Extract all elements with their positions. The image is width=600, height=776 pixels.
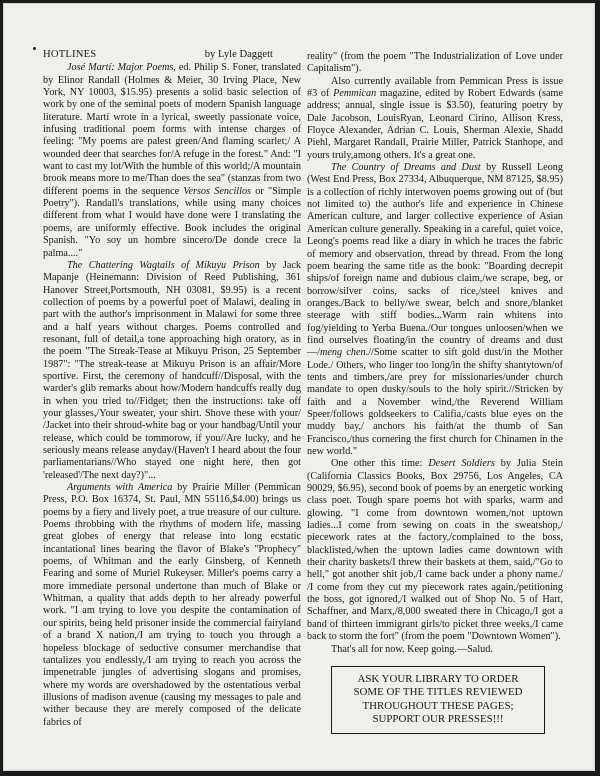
notice-line: THROUGHOUT THESE PAGES;: [362, 699, 514, 712]
book-title: The Chattering Wagtails of Mikuyu Prison: [67, 259, 260, 271]
review-leong: The Country of Dreams and Dust by Russell Leong (West End Press, Box 27334, Albuquerque, NM 87125, $8.95) is a collection of richly interwoven poems growing out of (but not limited to) the author's life and experience in Chinese American culture, and larger collective experience of Asian American culture generally. Speaking in a careful, quiet voice, Leong's poems read like a diary in which he traces the fabric of memory and observation, thread by thread. From the long poem bearing the same title as the book: "Boarding decrepit ships/of foreign name and dubious claim,/we scrape, beg, or borrow/silver coins, sacks of rice,/steel knives and oranges./Back to belly/we swear, belch and snore,/blanket steerage with stiff bodies...Warm rain whitens into fog/yielding to Yerba Buena./Our tongues unloosen/when we find ourselves floating/in the country of dreams and dust—/meng chen.//Some scatter to sift gold dust/in the Mother Lode./ Others, who linger too long/in the shifty shantytown/of tents and timbers,/are prey for missionaries/under church mandate to open dusky/souls to the holy spirit.//Stricken by faith and a November wind,/the Reverend William Speer/follows goldseekers to Califia,/casts blue eyes on the muddy bay,/ anchors his faith/at the thumb of San Francisco,/thus cornering the first church for Chinamen in the new world.": [307, 162, 563, 457]
library-notice-box: [331, 666, 545, 735]
magazine-page: [3, 3, 595, 771]
review-miller-continued: reality" (from the poem "The Industrialization of Love under Capitalism").: [307, 51, 563, 75]
closing-line: That's all for now. Keep going.—Salud.: [331, 643, 493, 655]
byline: by Lyle Daggett: [204, 49, 273, 60]
left-column: [43, 49, 301, 757]
notice-line: SUPPORT OUR PRESSES!!!: [372, 713, 504, 726]
review-mapanje: The Chattering Wagtails of Mikuyu Prison by Jack Mapanje (Heinemann: Division of Reed Publishing, 361 Hanover Street,Portsmouth, NH 03081, $9.95) is a recent collection of poems by a powerful poet of Malawi, dealing in part with the author's imprisonment in Malawi for some three and a half years without charges. Poems controlled and resonant, full of detail,a tone approaching high oratory, as in the poem "The Streak-Tease at Mikuyu Prison, 25 September 1987": "The streak-tease at Mikuyu Prison is an affair/More sportive. First, the ceremony of handcuff//Disposal, with the warder's glib remarks about how/Modern handcuffs really dug in when you tried to//Fidget; then the instructions: take off your glasses,/Your sweater, your shirt. Shove these with your/ /Jacket into their shroud-white bag or your handbag/Until your release, which could be tommorow, if you//Are lucky, and he seriously means release anyday/(Haven't I heard about the four parliamentarians//Who stayed one night here, then got 'released'/The next day?)"...: [43, 259, 301, 481]
review-marti: José Martí: Major Poems, ed. Philip S. Foner, translated by Elinor Randall (Holmes & Meier, 30 Irving Place, New York, NY 10003, $15.95) presents a solid basic selection of work by one of the seminal poets of modern Spanish language literature. Martí wrote in a lyrical, sweetly passionate voice, infusing traditional poem forms with intense charges of feeling: "My poems are palest green/And flaming scarlet;/ A wounded deer that searches for/A refuge in the forest." And: "I want to cast my lot/With the humble of this world;/A mountain brook means more to me/Than does the sea" (stanzas from two different poems in the sequence Versos Sencillos or "Simple Poetry"). Randall's translations, while using many choices different from what I would have done were I translating the poems, are uniformly effective. Book includes the original Spanish. "Yo soy un hombre sincero/De donde crece la palma....": [43, 62, 301, 259]
chinese-term: meng chen: [320, 347, 366, 359]
review-miller: Arguments with America by Prairie Miller (Pemmican Press, P.O. Box 16374, St. Paul, MN 55116,$4.00) brings us poems by a fiery and lively poet, a true treasure of our culture. Poems throbbing with the rhythms of modern life, massing great globes of energy that release into long ecstatic incantational lines bearing the flavor of Blake's "Prophecy" poems, of Whitman and the early Ginsberg, of Kenneth Fearing and some of Muriel Rukeyser. Miller's poems carry a more immediate personal undertone than much of Blake or Whitman, a quality that adds depth to her already powerful work. "I am trying to love you despite the contamination of our spirits, being held prisoner inside the commercial fairyland of a brand X nation,/I am trying to touch you through a hopeless blockage of seductive consumer merchandise that tantalizes you endlessly,/I am trying to reach you across the impenetrable jungles of advertising slogans and promises, where my words are overshadowed by the ostentatious verbal illusions of madison avenue (causing my messages to pale and wither because they are merely composed of the delicate fabrics of: [43, 482, 301, 728]
section-header: [43, 49, 301, 61]
book-title: The Country of Dreams and Dust: [331, 162, 481, 174]
notice-line: ASK YOUR LIBRARY TO ORDER: [357, 672, 519, 685]
sequence-title: Versos Sencillos: [183, 185, 252, 197]
ink-dot: [33, 47, 36, 50]
notice-line: SOME OF THE TITLES REVIEWED: [353, 686, 523, 699]
right-column: [307, 51, 563, 759]
review-stein: One other this time: Desert Soldiers by Julia Stein (California Classics Books, Box 29756, Los Angeles, CA 90029, $6.95), second book of poems by an energetic working class poet. Tough spare poems hot with sparks, warm and glowing. "I come from downtown women,/not uptown ladies...I come from sewing on coats in the sweatshop,/ piecework rates at the factory,/complained to the boss, blacklisted,/when the uptown ladies came downtown with their charity baskets/I threw their baskets at them, said,/"Go to hell," got another shit job,/I came back under a phony name./ /I come from they cut my piecework rates again,/petitioning the boss, got ignored,/I walked out of Shop No. 5 of Hart, Schaffner, and Marx,/8,000 sweated there in Chicago,/I got a band of thirteen immigrant girls/to picket three weeks,/I came back to storm the fort" (from the poem "Downtown Women").: [307, 458, 563, 643]
book-title: José Martí: Major Poems: [67, 62, 174, 74]
review-pemmican: Also currently available from Pemmican Press is issue #3 of Pemmican magazine, edited by Robert Edwards (same address; annual, single issue is $3.50), featuring poetry by Dale Jacobson, LouisRyan, Leonard Cirino, Allison Kress, Floyce Alexander, Adrian C. Louis, Sherman Alexie, Shadd Piehl, Margaret Randall, Prairie Miller, Patrick Stanhope, and yours truly,among others. It's a great one.: [307, 75, 563, 161]
magazine-title: Pemmican: [333, 88, 377, 100]
book-title: Desert Soldiers: [428, 458, 495, 470]
section-title: HOTLINES: [43, 49, 97, 60]
book-title: Arguments with America: [67, 482, 173, 494]
